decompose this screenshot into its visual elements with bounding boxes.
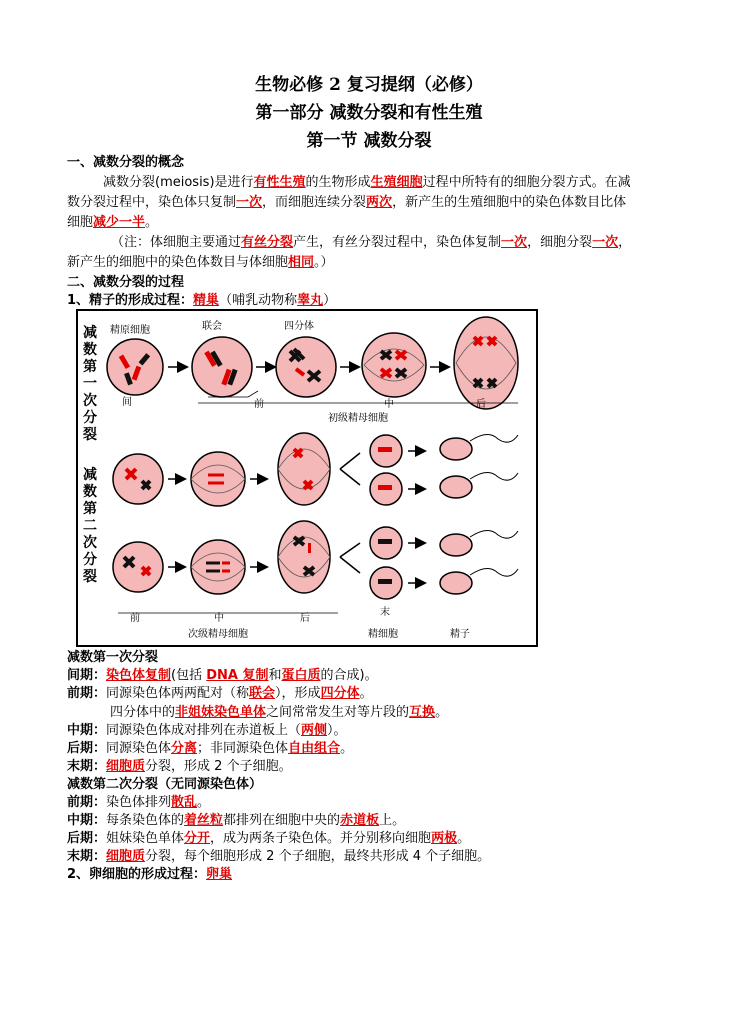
meiosis-diagram (78, 311, 536, 645)
cell-interphase (107, 339, 163, 395)
m1-telophase: 末期：细胞质分裂，形成 2 个子细胞。 (67, 759, 292, 774)
m2-metaphase: 中期：每条染色体的着丝粒都排列在细胞中央的赤道板上。 (67, 813, 406, 828)
m1-interphase: 间期：染色体复制(包括 DNA 复制和蛋白质的合成)。 (67, 668, 378, 683)
m2-anaphase: 后期：姐妹染色单体分开，成为两条子染色体。并分别移向细胞两极。 (67, 831, 471, 846)
egg-formation-line: 2、卵细胞的形成过程：卵巢 (67, 867, 233, 882)
label-anaphase-2: 后 (300, 613, 310, 624)
note-line-2: 新产生的细胞中的染色体数目与体细胞相同。） (67, 255, 334, 270)
sperm-formation-line: 1、精子的形成过程：精巢（哺乳动物称睾丸） (67, 293, 337, 308)
m1-prophase-2: 四分体中的非姐妹染色单体之间常常发生对等片段的互换。 (110, 705, 449, 720)
label-secondary-spermatocyte: 次级精母细胞 (188, 629, 248, 640)
label-telophase-2: 末 (380, 607, 390, 618)
concept-line-2: 数分裂过程中，染色体只复制一次，而细胞连续分裂两次，新产生的生殖细胞中的染色体数目比体 (67, 195, 627, 210)
cell-anaphase-2a (278, 433, 330, 505)
row1-label: 减数第一次分裂 (83, 325, 97, 443)
label-tetrad: 四分体 (284, 321, 314, 332)
cell-anaphase-2b (278, 521, 330, 593)
label-sperm: 精子 (450, 629, 470, 640)
cell-metaphase-2b (191, 540, 245, 594)
m2-telophase: 末期：细胞质分裂，每个细胞形成 2 个子细胞，最终共形成 4 个子细胞。 (67, 849, 491, 864)
row2-label: 减数第二次分裂 (83, 467, 97, 585)
cell-metaphase-2a (191, 452, 245, 506)
section-title: 第一节 减数分裂 (306, 131, 432, 151)
label-metaphase-1: 中 (384, 399, 394, 410)
m1-metaphase: 中期：同源染色体成对排列在赤道板上（两侧）。 (67, 723, 347, 738)
heading-concept: 一、减数分裂的概念 (67, 155, 185, 170)
cell-telophase-2a (370, 435, 402, 505)
concept-line-3: 细胞减少一半。 (67, 215, 159, 230)
m2-prophase: 前期：染色体排列散乱。 (67, 795, 211, 810)
label-interphase: 间 (122, 397, 132, 408)
part-title: 第一部分 减数分裂和有性生殖 (255, 103, 483, 123)
spermatogenesis-figure (76, 309, 538, 647)
cell-prophase-2a (113, 454, 163, 504)
concept-line-1: 减数分裂(meiosis)是进行有性生殖的生物形成生殖细胞过程中所特有的细胞分裂方式。在减 (103, 175, 631, 190)
label-synapsis: 联会 (202, 321, 222, 332)
heading-meiosis-2: 减数第二次分裂（无同源染色体） (67, 777, 263, 792)
sperm-row2 (440, 434, 518, 498)
label-metaphase-2: 中 (214, 613, 224, 624)
label-prophase-1: 前 (254, 399, 264, 410)
m1-anaphase: 后期：同源染色体分离；非同源染色体自由组合。 (67, 741, 354, 756)
cell-tetrad (276, 337, 336, 397)
label-primary-spermatocyte: 初级精母细胞 (328, 413, 388, 424)
heading-process: 二、减数分裂的过程 (67, 275, 185, 290)
cell-anaphase-1 (454, 317, 518, 409)
main-title: 生物必修 2 复习提纲（必修） (255, 75, 483, 95)
cell-metaphase-1 (362, 333, 426, 397)
note-line-1: （注：体细胞主要通过有丝分裂产生，有丝分裂过程中，染色体复制一次，细胞分裂一次， (111, 235, 632, 250)
label-prophase-2: 前 (130, 613, 140, 624)
label-spermatid: 精细胞 (368, 629, 398, 640)
cell-telophase-2b (370, 527, 402, 599)
cell-synapsis (192, 337, 252, 397)
label-anaphase-1: 后 (476, 399, 486, 410)
m1-prophase: 前期：同源染色体两两配对（称联会），形成四分体。 (67, 686, 373, 701)
cell-prophase-2b (113, 542, 163, 592)
label-spermatogonium: 精原细胞 (110, 325, 150, 336)
heading-meiosis-1: 减数第一次分裂 (67, 650, 159, 665)
sperm-row3 (440, 530, 518, 594)
